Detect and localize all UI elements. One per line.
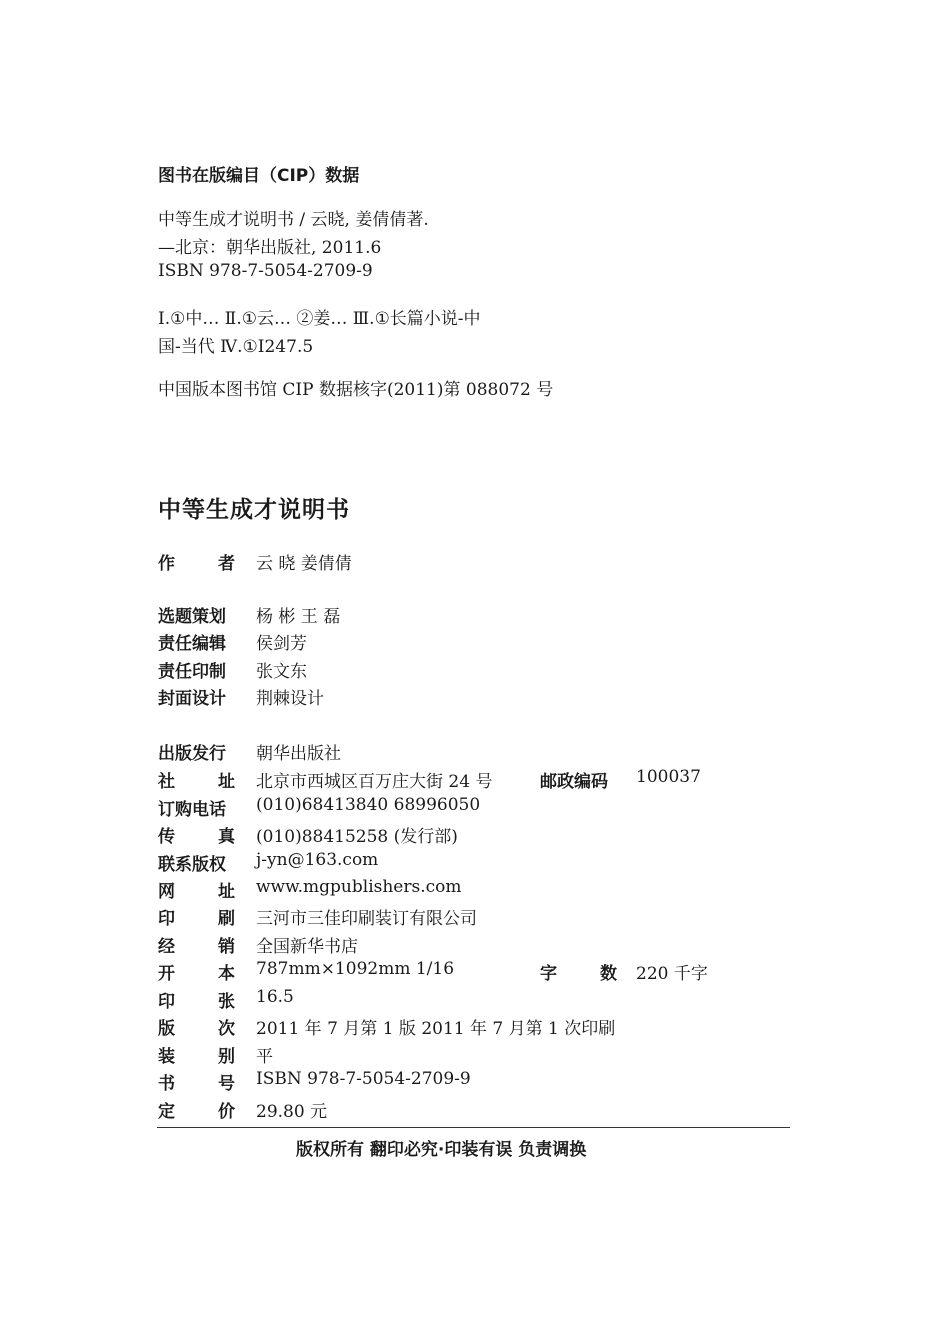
field-value: 29.80 元 xyxy=(256,1102,328,1122)
copyright-notice: 版权所有 翻印必究·印装有误 负责调换 xyxy=(296,1140,587,1160)
field-value: 2011 年 7 月第 1 版 2011 年 7 月第 1 次印刷 xyxy=(256,1019,616,1039)
field-value: 侯剑芳 xyxy=(256,634,307,654)
field-value: 荆棘设计 xyxy=(256,689,324,709)
field-label: 网 址 xyxy=(158,882,235,902)
field-label: 作 者 xyxy=(158,554,235,574)
cip-classification-line-2: 国-当代 Ⅳ.①I247.5 xyxy=(158,337,314,357)
cip-record-line: 中国版本图书馆 CIP 数据核字(2011)第 088072 号 xyxy=(158,380,554,400)
field-value: (010)68413840 68996050 xyxy=(256,795,481,815)
field-label: 封面设计 xyxy=(158,689,226,709)
field-label: 联系版权 xyxy=(158,855,226,875)
field-label: 责任印制 xyxy=(158,662,226,682)
footer-divider xyxy=(157,1127,790,1128)
postcode-value: 100037 xyxy=(636,767,701,787)
field-label: 印 刷 xyxy=(158,909,235,929)
cip-classification-line-1: Ⅰ.①中… Ⅱ.①云… ②姜… Ⅲ.①长篇小说-中 xyxy=(158,309,481,329)
field-label: 选题策划 xyxy=(158,607,226,627)
field-value: 北京市西城区百万庄大街 24 号 xyxy=(256,772,493,792)
cip-title-line: 中等生成才说明书 / 云晓, 姜倩倩著. xyxy=(158,210,429,230)
field-value: 杨 彬 王 磊 xyxy=(256,607,341,627)
field-address xyxy=(158,767,718,791)
field-format xyxy=(158,959,718,983)
field-value: 张文东 xyxy=(256,662,307,682)
field-value: 朝华出版社 xyxy=(256,744,341,764)
field-value: 16.5 xyxy=(256,987,294,1007)
field-label: 装 别 xyxy=(158,1047,235,1067)
field-value: 云 晓 姜倩倩 xyxy=(256,554,352,574)
field-value: (010)88415258 (发行部) xyxy=(256,827,458,847)
field-label: 书 号 xyxy=(158,1074,235,1094)
field-label: 开 本 xyxy=(158,964,235,984)
field-label: 定 价 xyxy=(158,1102,235,1122)
cip-heading: 图书在版编目（CIP）数据 xyxy=(158,166,360,186)
postcode-label: 邮政编码 xyxy=(540,772,608,792)
field-value: 787mm×1092mm 1/16 xyxy=(256,959,455,979)
field-label: 版 次 xyxy=(158,1019,235,1039)
book-title: 中等生成才说明书 xyxy=(158,497,350,523)
field-value: 平 xyxy=(256,1047,273,1067)
field-label: 传 真 xyxy=(158,827,235,847)
word-count-label: 字 数 xyxy=(540,964,617,984)
field-value: ISBN 978-7-5054-2709-9 xyxy=(256,1069,471,1089)
field-label: 社 址 xyxy=(158,772,235,792)
field-value: www.mgpublishers.com xyxy=(256,877,462,897)
field-value: 全国新华书店 xyxy=(256,937,358,957)
field-label: 印 张 xyxy=(158,992,235,1012)
field-label: 经 销 xyxy=(158,937,235,957)
cip-publisher-line: —北京：朝华出版社, 2011.6 xyxy=(158,238,382,258)
word-count-value: 220 千字 xyxy=(636,964,708,984)
field-label: 责任编辑 xyxy=(158,634,226,654)
cip-isbn-line: ISBN 978-7-5054-2709-9 xyxy=(158,261,373,281)
field-value: 三河市三佳印刷装订有限公司 xyxy=(256,909,477,929)
field-value: j-yn@163.com xyxy=(256,850,379,870)
field-label: 订购电话 xyxy=(158,800,226,820)
field-label: 出版发行 xyxy=(158,744,226,764)
